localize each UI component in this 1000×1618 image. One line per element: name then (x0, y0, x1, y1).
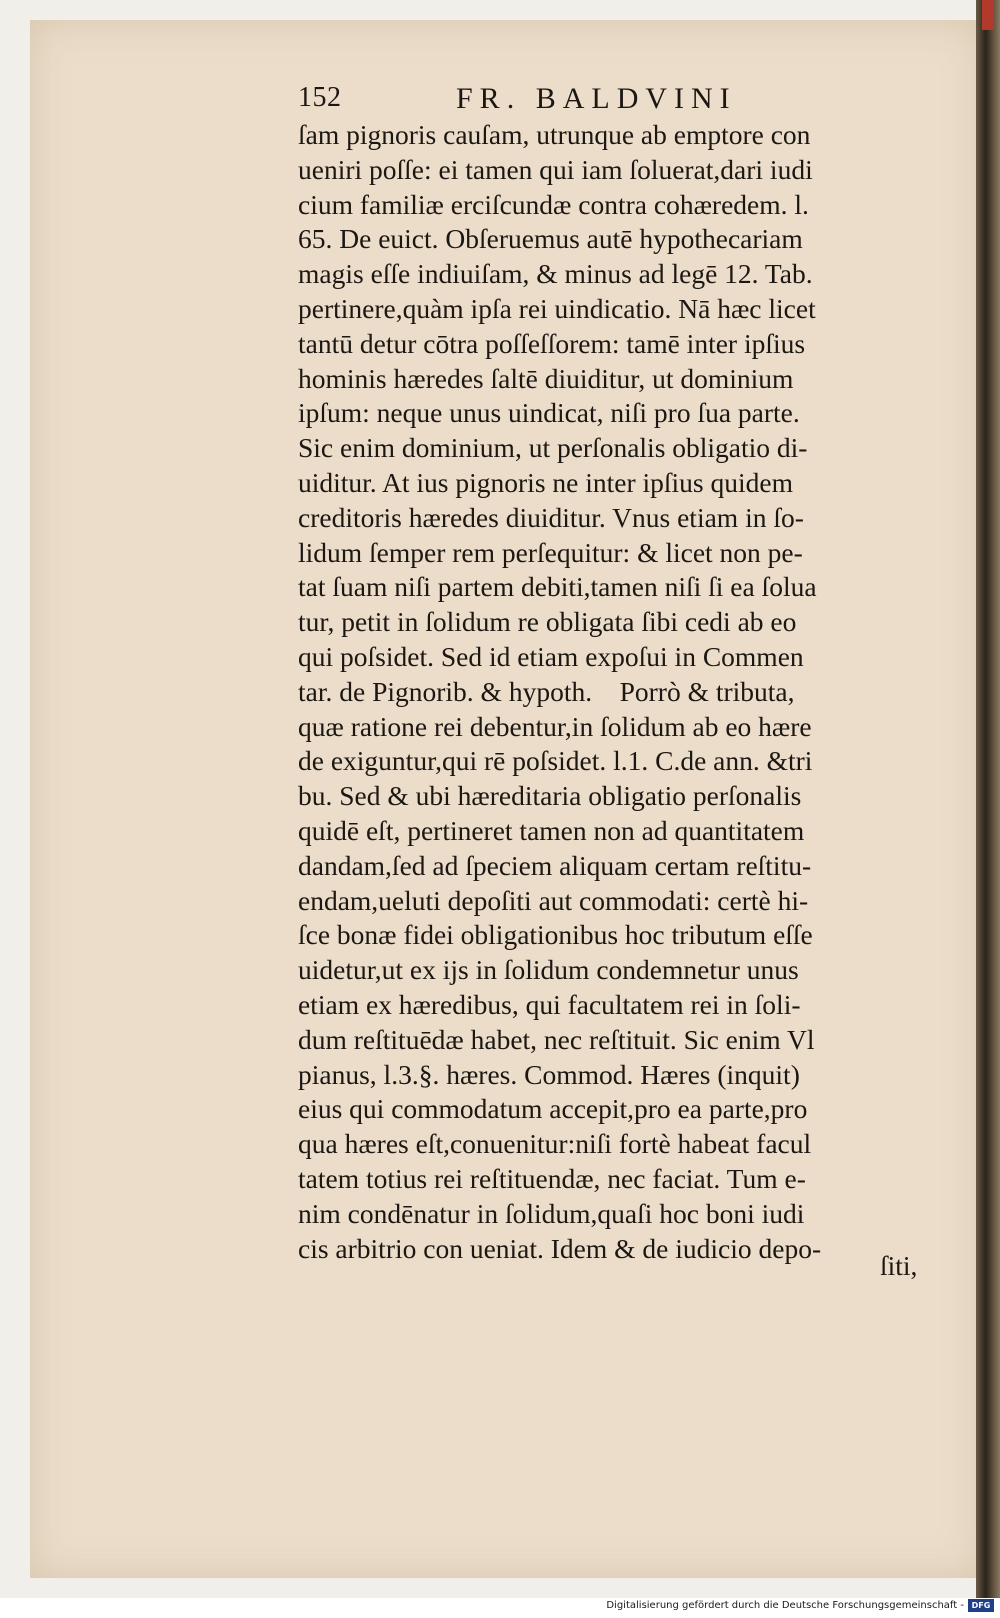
page-header (298, 82, 818, 122)
text-line: eius qui commodatum accepit,pro ea parte,pro (298, 1093, 808, 1125)
catchword: ſiti, (880, 1250, 918, 1281)
running-title: FR. BALDVINI (456, 82, 737, 115)
text-line: hominis hæredes ſaltē diuiditur, ut dominium (298, 362, 794, 394)
text-line: qui poſsidet. Sed id etiam expoſui in Commen (298, 640, 804, 672)
text-line: de exiguntur,qui rē poſsidet. l.1. C.de ann. &tri (298, 745, 813, 777)
text-line: tar. de Pignorib. & hypoth. Porrò & tributa, (298, 675, 795, 707)
text-line: ſce bonæ fidei obligationibus hoc tributum eſſe (298, 919, 813, 951)
text-line: pianus, l.3.§. hæres. Commod. Hæres (inquit) (298, 1058, 800, 1090)
text-line: quidē eſt, pertineret tamen non ad quantitatem (298, 814, 805, 846)
text-line: qua hæres eſt,conuenitur:niſi fortè habeat facul (298, 1128, 812, 1160)
footer-credit: Digitalisierung gefördert durch die Deutsche Forschungsgemeinschaft - (606, 1600, 964, 1611)
text-line: 65. De euict. Obſeruemus autē hypothecariam (298, 223, 803, 255)
text-line: cium familiæ erciſcundæ contra cohæredem. l. (298, 188, 809, 220)
text-line: dandam,ſed ad ſpeciem aliquam certam reſtitu- (298, 849, 812, 881)
text-line: tur, petit in ſolidum re obligata ſibi cedi ab eo (298, 606, 797, 638)
text-line: dum reſtituēdæ habet, nec reſtituit. Sic enim Vl (298, 1023, 815, 1055)
text-line: endam,ueluti depoſiti aut commodati: certè hi- (298, 884, 809, 916)
text-line: uiditur. At ius pignoris ne inter ipſius quidem (298, 466, 793, 498)
text-line: bu. Sed & ubi hæreditaria obligatio perſonalis (298, 780, 802, 812)
text-line: tat ſuam niſi partem debiti,tamen niſi ſi ea ſolua (298, 571, 817, 603)
text-line: magis eſſe indiuiſam, & minus ad legē 12. Tab. (298, 258, 813, 290)
text-line: tantū detur cōtra poſſeſſorem: tamē inter ipſius (298, 327, 806, 359)
text-line: lidum ſemper rem perſequitur: & licet non pe- (298, 536, 803, 568)
text-line: Sic enim dominium, ut perſonalis obligatio di- (298, 432, 808, 464)
text-line: creditoris hæredes diuiditur. Vnus etiam in ſo- (298, 501, 804, 533)
text-line: cis arbitrio con ueniat. Idem & de iudicio depo- (298, 1232, 822, 1264)
text-line: uidetur,ut ex ijs in ſolidum condemnetur unus (298, 954, 799, 986)
text-line: tatem totius rei reſtituendæ, nec faciat. Tum e- (298, 1162, 806, 1194)
page-number: 152 (298, 82, 342, 113)
dfg-logo: DFG (968, 1599, 994, 1612)
text-line: ueniri poſſe: ei tamen qui iam ſoluerat,dari iudi (298, 153, 813, 185)
body-text (298, 118, 958, 1266)
text-line: ipſum: neque unus uindicat, niſi pro ſua parte. (298, 397, 800, 429)
text-line: nim condēnatur in ſolidum,quaſi hoc boni iudi (298, 1197, 805, 1229)
footer (0, 1598, 1000, 1618)
book-edge (976, 0, 1000, 1600)
text-line: pertinere,quàm ipſa rei uindicatio. Nā hæc licet (298, 292, 816, 324)
text-line: etiam ex hæredibus, qui facultatem rei in ſoli- (298, 988, 801, 1020)
text-line: ſam pignoris cauſam, utrunque ab emptore con (298, 119, 811, 150)
text-line: quæ ratione rei debentur,in ſolidum ab eo hære (298, 710, 812, 742)
binding-mark (982, 0, 994, 30)
